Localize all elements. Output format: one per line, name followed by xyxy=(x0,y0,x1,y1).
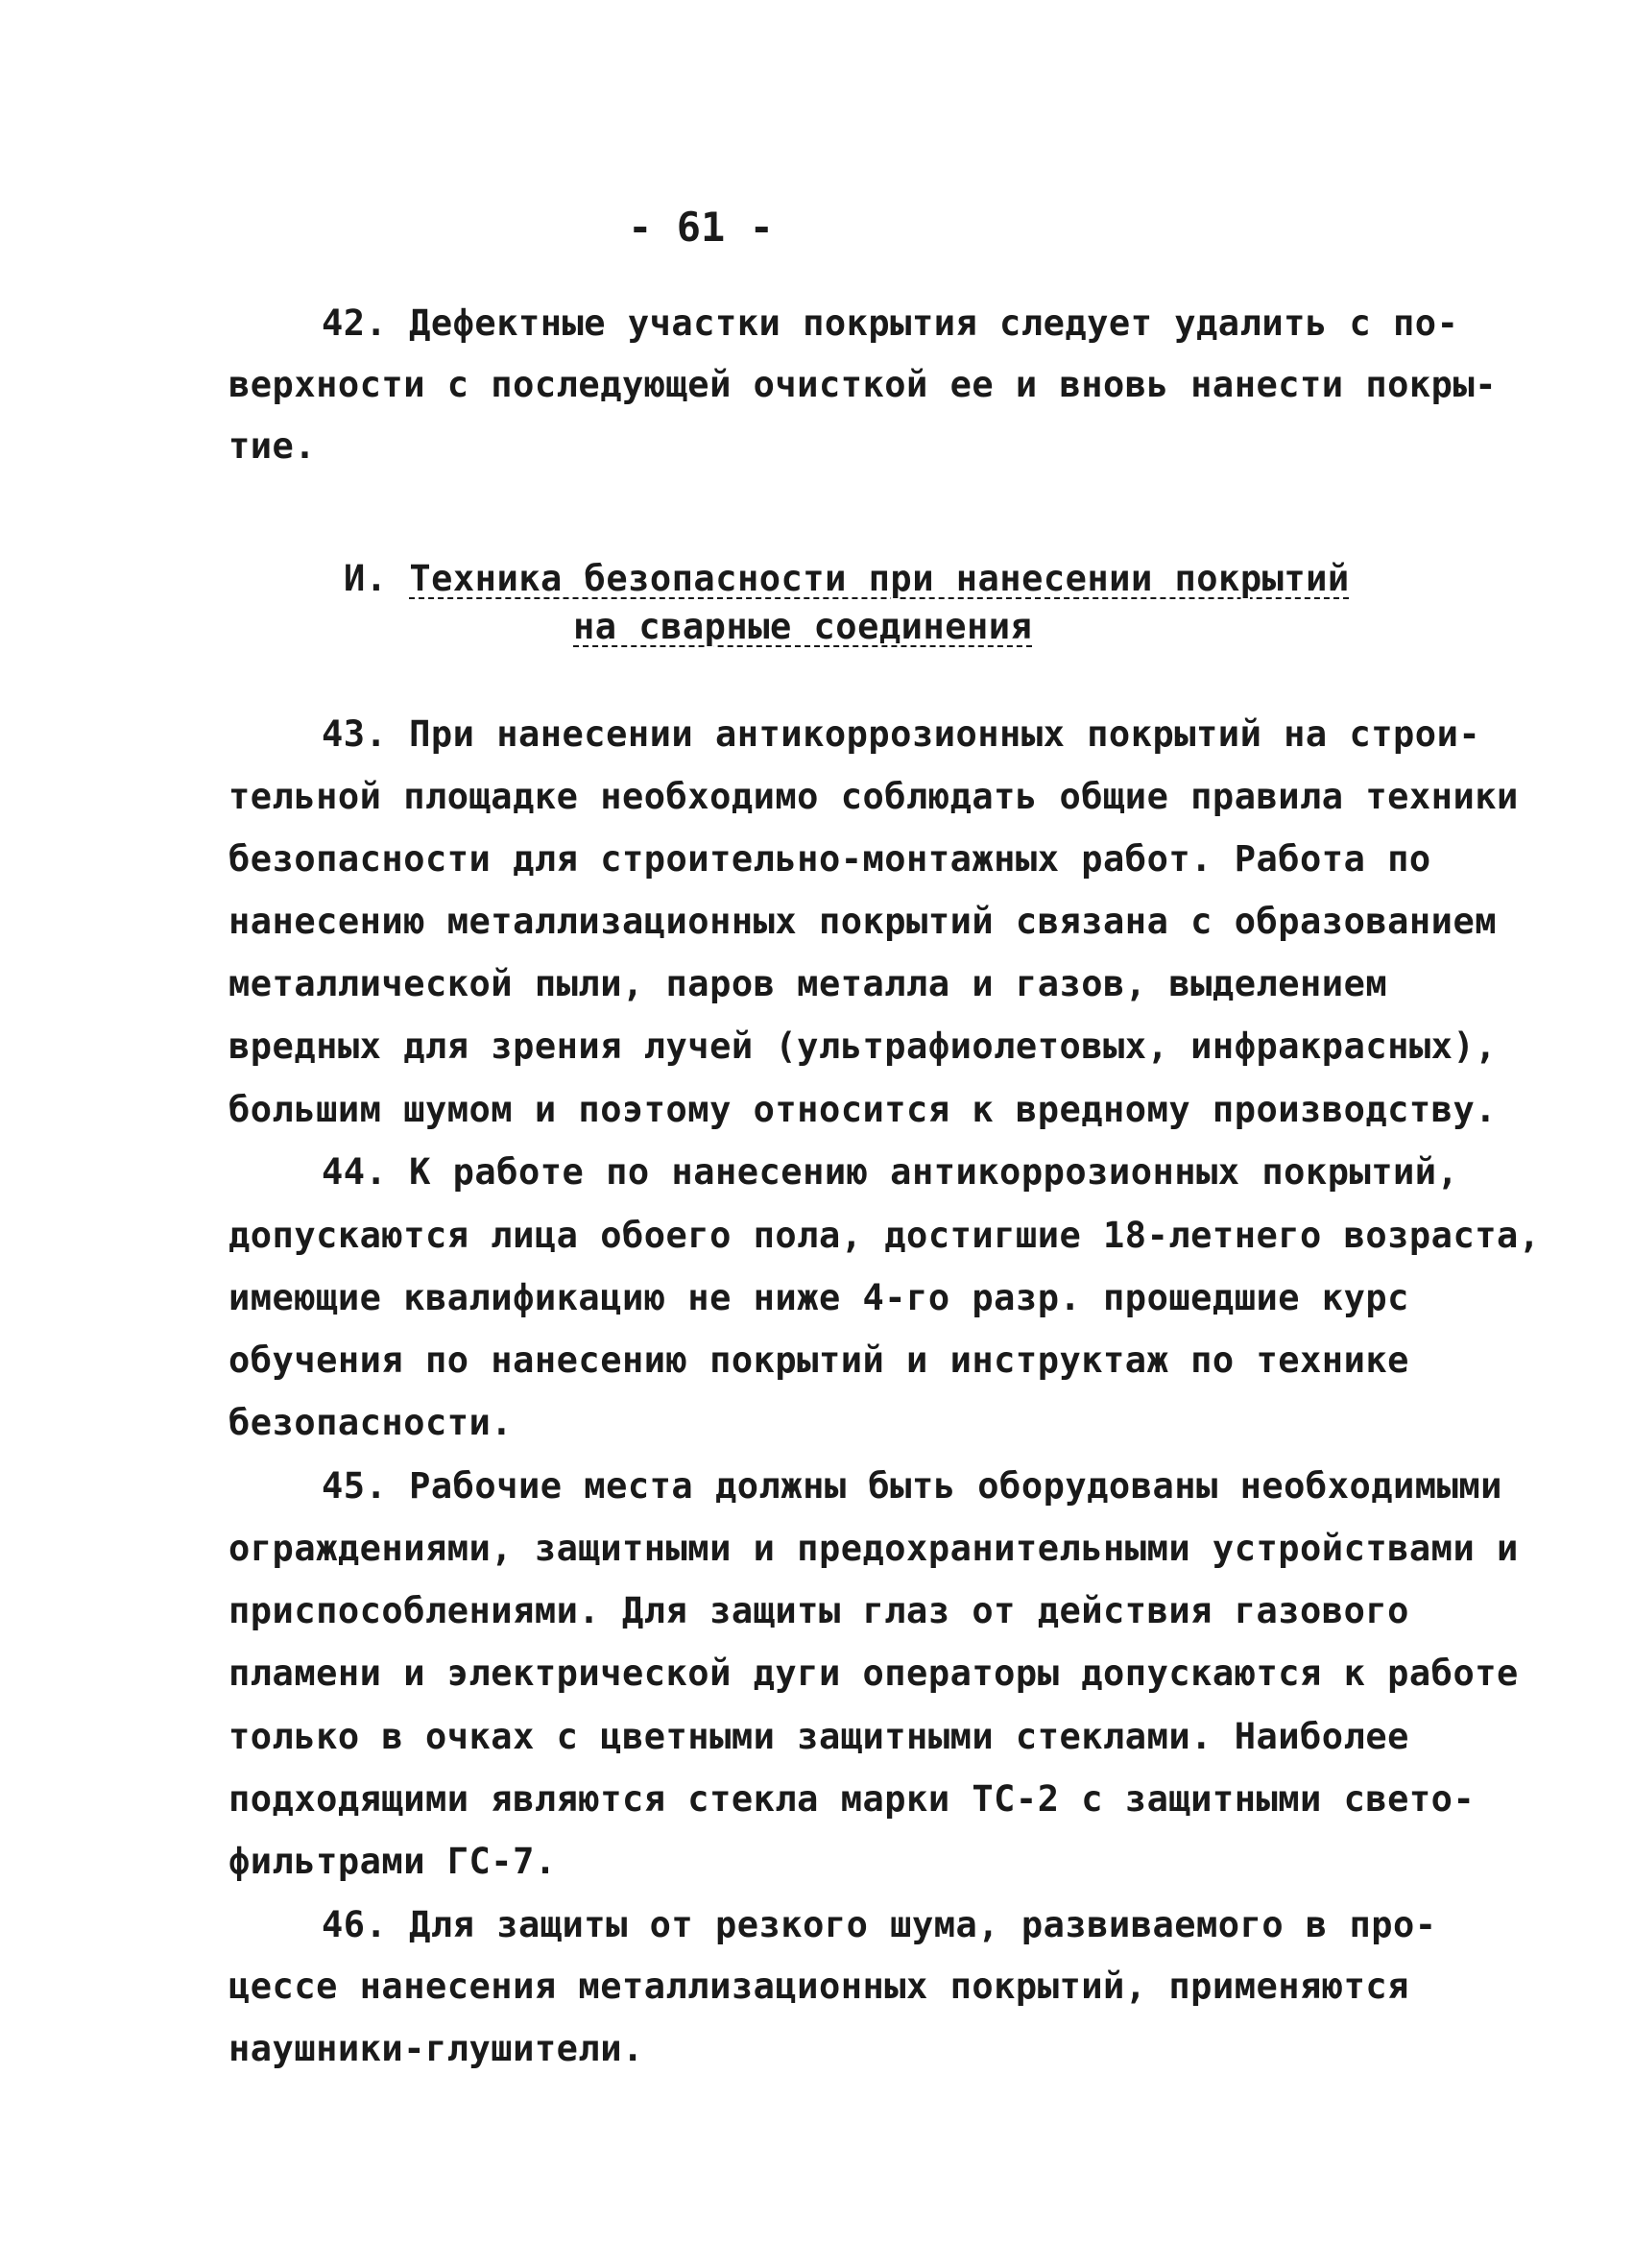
text-line: верхности с последующей очисткой ее и вновь нанести покры- xyxy=(228,364,1498,405)
section-number: И. xyxy=(344,558,388,599)
text-line: нанесению металлизационных покрытий связана с образованием xyxy=(228,901,1498,942)
text-line: фильтрами ГС-7. xyxy=(228,1841,557,1882)
text-line: безопасности для строительно-монтажных работ. Работа по xyxy=(228,838,1431,880)
text-line: 45. Рабочие места должны быть оборудованы необходимыми xyxy=(322,1465,1502,1507)
text-line: допускаются лица обоего пола, достигшие 18-летнего возраста, xyxy=(228,1215,1541,1256)
text-line: 42. Дефектные участки покрытия следует удалить с по- xyxy=(322,302,1459,344)
text-line: 43. При нанесении антикоррозионных покрытий на строи- xyxy=(322,713,1481,755)
text-line: имеющие квалификацию не ниже 4-го разр. прошедшие курс xyxy=(228,1277,1409,1318)
text-line: 44. К работе по нанесению антикоррозионных покрытий, xyxy=(322,1151,1459,1193)
text-line: пламени и электрической дуги операторы допускаются к работе xyxy=(228,1653,1519,1694)
text-line: большим шумом и поэтому относится к вредному производству. xyxy=(228,1089,1498,1130)
text-line: подходящими являются стекла марки ТС-2 с защитными свето- xyxy=(228,1778,1476,1820)
page-number: - 61 - xyxy=(628,204,774,251)
text-line: обучения по нанесению покрытий и инструктаж по технике xyxy=(228,1339,1409,1381)
text-line: ограждениями, защитными и предохранительными устройствами и xyxy=(228,1528,1519,1569)
text-line: вредных для зрения лучей (ультрафиолетовых, инфракрасных), xyxy=(228,1025,1498,1067)
section-heading-line-2 xyxy=(573,606,1033,647)
text-line: 46. Для защиты от резкого шума, развиваемого в про- xyxy=(322,1904,1437,1945)
text-line: металлической пыли, паров металла и газов, выделением xyxy=(228,963,1388,1004)
text-line: приспособлениями. Для защиты глаз от действия газового xyxy=(228,1590,1409,1631)
text-line: тельной площадке необходимо соблюдать общие правила техники xyxy=(228,776,1519,817)
text-line: наушники-глушители. xyxy=(228,2028,644,2069)
section-title-part-1: Техника безопасности при нанесении покрытий xyxy=(409,558,1350,599)
text-line: безопасности. xyxy=(228,1402,514,1443)
section-heading-line-1 xyxy=(344,558,1350,599)
text-line: цессе нанесения металлизационных покрытий, применяются xyxy=(228,1966,1409,2007)
text-line: только в очках с цветными защитными стеклами. Наиболее xyxy=(228,1716,1409,1757)
section-title-part-2: на сварные соединения xyxy=(573,606,1033,647)
text-line: тие. xyxy=(228,425,317,467)
